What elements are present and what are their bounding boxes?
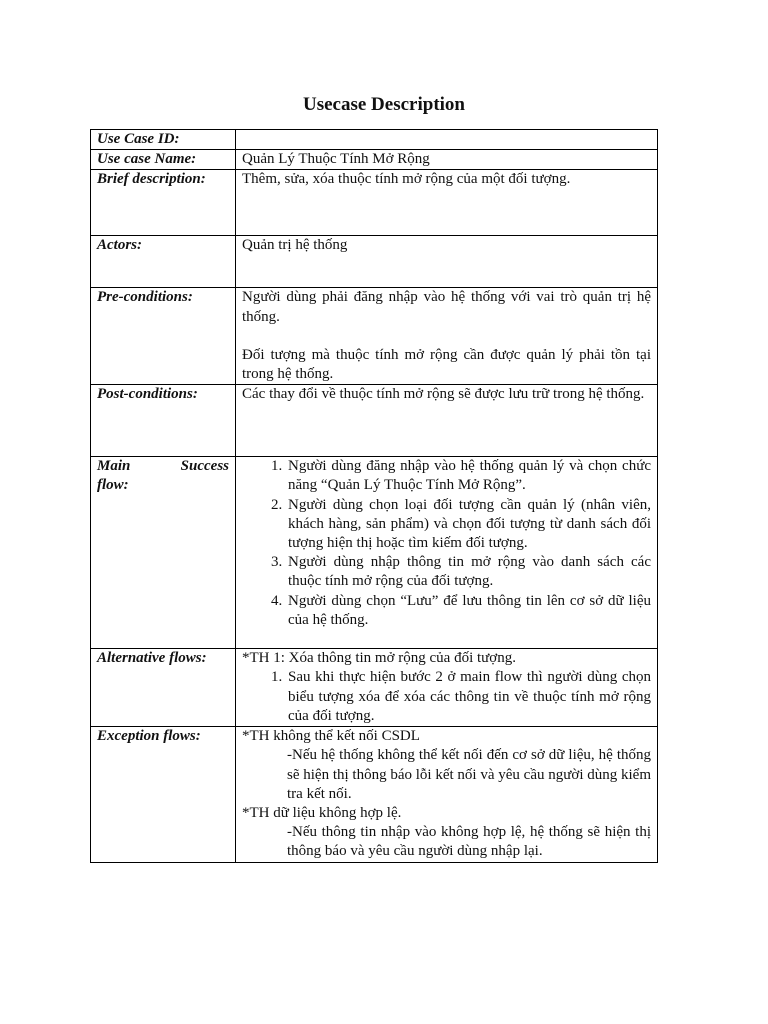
row-actors xyxy=(91,236,658,288)
value-use-case-id xyxy=(236,130,658,150)
exception-case-title: *TH dữ liệu không hợp lệ. xyxy=(242,805,402,822)
alternative-flow-step: 1. Sau khi thực hiện bước 2 ở main flow thì người dùng chọn biểu tượng xóa để xóa các thông tin về thuộc tính mở rộng của đối tượng. xyxy=(286,668,651,726)
label-main-success-flow xyxy=(91,457,236,649)
label-actors: Actors: xyxy=(91,236,236,288)
value-exception-flows xyxy=(236,727,658,862)
main-flow-step: 4. Người dùng chọn “Lưu” để lưu thông tin lên cơ sở dữ liệu của hệ thống. xyxy=(286,592,651,630)
value-brief-description: Thêm, sửa, xóa thuộc tính mở rộng của một đối tượng. xyxy=(236,170,658,236)
label-main-success-line2: flow: xyxy=(97,477,129,494)
value-alternative-flows xyxy=(236,649,658,727)
row-alternative-flows xyxy=(91,649,658,727)
value-use-case-name: Quản Lý Thuộc Tính Mở Rộng xyxy=(236,150,658,170)
main-flow-step: 2. Người dùng chọn loại đối tượng cần quản lý (nhân viên, khách hàng, sản phẩm) và chọn đối tượng từ danh sách đối tượng hiện thị hoặc tìm kiếm đối tượng. xyxy=(286,496,651,554)
row-pre-conditions xyxy=(91,288,658,385)
label-pre-conditions: Pre-conditions: xyxy=(91,288,236,385)
pre-condition-paragraph: Đối tượng mà thuộc tính mở rộng cần được quản lý phải tồn tại trong hệ thống. xyxy=(242,346,651,383)
usecase-table xyxy=(90,129,658,863)
value-post-conditions: Các thay đổi về thuộc tính mở rộng sẽ được lưu trữ trong hệ thống. xyxy=(236,385,658,457)
main-flow-steps xyxy=(242,457,651,630)
pre-condition-paragraph: Người dùng phải đăng nhập vào hệ thống với vai trò quản trị hệ thống. xyxy=(242,289,651,325)
alternative-flow-steps xyxy=(242,668,651,726)
value-pre-conditions xyxy=(236,288,658,385)
row-use-case-id xyxy=(91,130,658,150)
label-alternative-flows: Alternative flows: xyxy=(91,649,236,727)
row-exception-flows xyxy=(91,727,658,862)
label-post-conditions: Post-conditions: xyxy=(91,385,236,457)
label-use-case-id: Use Case ID: xyxy=(91,130,236,150)
exception-case-title: *TH không thể kết nối CSDL xyxy=(242,728,420,745)
row-brief-description xyxy=(91,170,658,236)
row-main-success-flow xyxy=(91,457,658,649)
row-post-conditions xyxy=(91,385,658,457)
value-main-success-flow xyxy=(236,457,658,649)
exception-case-detail: -Nếu hệ thống không thể kết nối đến cơ sở dữ liệu, hệ thống sẽ hiện thị thông báo lỗi kết nối và yêu cầu người dùng kiểm tra kết nối. xyxy=(287,747,651,802)
value-actors: Quản trị hệ thống xyxy=(236,236,658,288)
row-use-case-name xyxy=(91,150,658,170)
alternative-case-title: *TH 1: Xóa thông tin mở rộng của đối tượng. xyxy=(242,650,516,667)
label-brief-description: Brief description: xyxy=(91,170,236,236)
exception-case-detail: -Nếu thông tin nhập vào không hợp lệ, hệ thống sẽ hiện thị thông báo và yêu cầu người dùng nhập lại. xyxy=(287,824,651,860)
label-main-success-line1: Main Success xyxy=(97,458,229,475)
label-use-case-name: Use case Name: xyxy=(91,150,236,170)
main-flow-step: 1. Người dùng đăng nhập vào hệ thống quản lý và chọn chức năng “Quản Lý Thuộc Tính Mở Rộng”. xyxy=(286,457,651,495)
label-exception-flows: Exception flows: xyxy=(91,727,236,862)
page-title: Usecase Description xyxy=(303,94,465,115)
main-flow-step: 3. Người dùng nhập thông tin mở rộng vào danh sách các thuộc tính mở rộng của đối tượng. xyxy=(286,553,651,591)
